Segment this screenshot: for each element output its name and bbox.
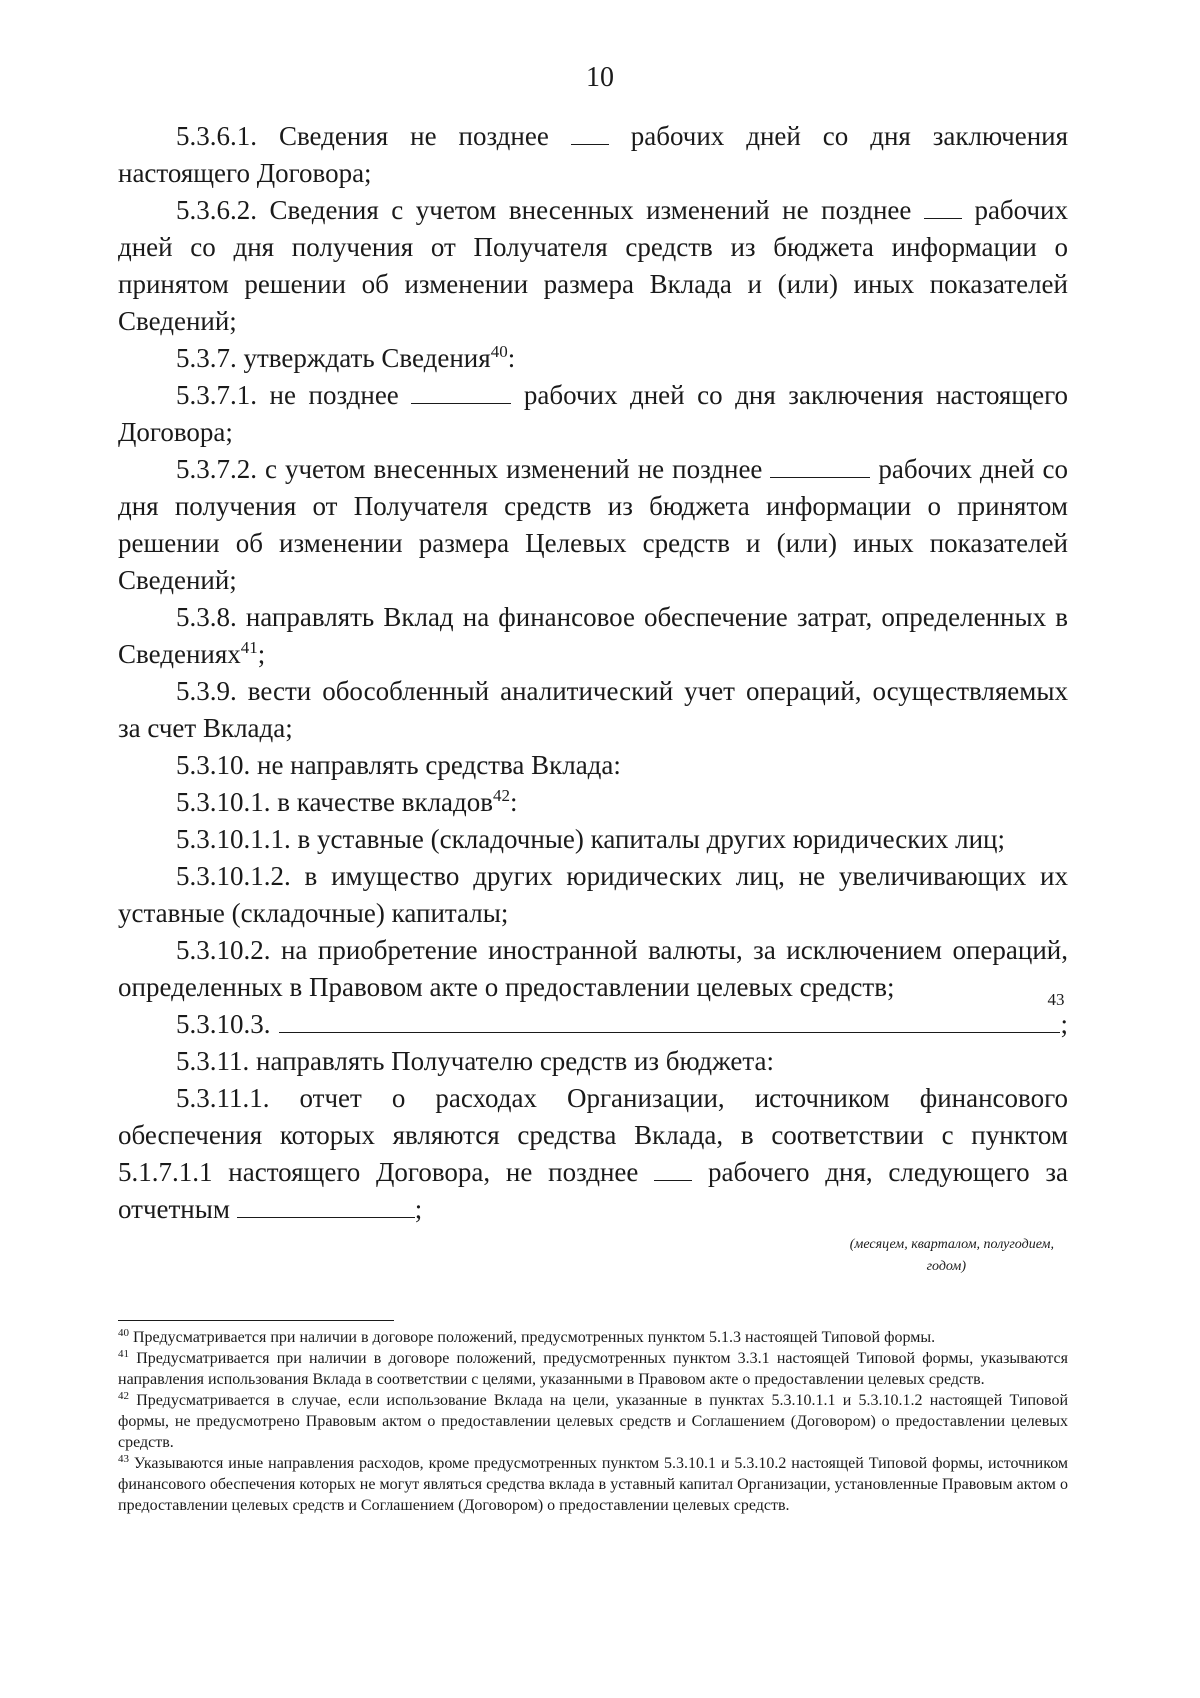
blank-field[interactable] <box>571 122 609 145</box>
footnote-number: 43 <box>118 1453 129 1465</box>
clause-5-3-6-2 <box>118 192 1068 340</box>
blank-field[interactable]: 43 <box>279 1008 1061 1033</box>
clause-text: 5.3.7.2. с учетом внесенных изменений не позднее <box>176 454 763 484</box>
blank-field[interactable] <box>654 1158 692 1181</box>
page-number: 10 <box>586 62 614 93</box>
clause-5-3-9 <box>118 673 1068 747</box>
clause-text: 5.3.6.2. Сведения с учетом внесенных изменений не позднее <box>176 195 912 225</box>
period-hint <box>118 1234 1068 1278</box>
clause-text: 5.3.10. не направлять средства Вклада: <box>176 750 621 780</box>
hint-text: годом) <box>926 1259 966 1274</box>
clause-5-3-11 <box>118 1043 1068 1080</box>
clause-5-3-7-1 <box>118 377 1068 451</box>
footnote-number: 40 <box>118 1327 129 1339</box>
footnote <box>118 1348 1068 1390</box>
clause-text: рабочих дней со дня получения от Получателя средств из бюджета информации о принятом решении об изменении размера Целевых средств и (или) иных показателей Сведений; <box>118 454 1069 595</box>
blank-field[interactable] <box>770 455 870 478</box>
clause-text: 5.3.10.1. в качестве вкладов <box>176 787 494 817</box>
clause-5-3-10 <box>118 747 1068 784</box>
clause-text: 5.3.6.1. Сведения не позднее <box>176 121 549 151</box>
clause-text: рабочих дней со дня заключения настоящего Договора; <box>118 380 1069 447</box>
clause-text: 5.3.7.1. не позднее <box>176 380 399 410</box>
footnote <box>118 1327 1068 1348</box>
clause-5-3-10-3 <box>118 990 1068 1043</box>
clause-text: 5.3.10.2. на приобретение иностранной валюты, за исключением операций, определенных в Правовом акте о предоставлении целевых средств; <box>118 935 1068 1002</box>
footnote <box>118 1390 1068 1453</box>
clause-text: 5.3.10.1.2. в имущество других юридических лиц, не увеличивающих их уставные (складочные) капиталы; <box>118 861 1068 928</box>
clause-text: ; <box>414 1194 423 1224</box>
clause-text: ; <box>257 639 266 669</box>
footnote-ref[interactable]: 40 <box>490 342 508 361</box>
clause-5-3-11-1 <box>118 1080 1068 1228</box>
footnote-text: Предусматривается в случае, если использование Вклада на цели, указанные в пунктах 5.3.10.1.1 и 5.3.10.1.2 настоящей Типовой формы, не предусмотрено Правовым актом о предоставлении целевых средств и Соглашением (Договором) о предоставлении целевых средств. <box>118 1392 1069 1451</box>
blank-field[interactable] <box>411 381 511 404</box>
clause-text: : <box>510 787 518 817</box>
clause-5-3-10-1 <box>118 784 1068 821</box>
footnote-ref[interactable]: 42 <box>493 786 511 805</box>
blank-field[interactable] <box>237 1195 415 1218</box>
footnote-text: Предусматривается при наличии в договоре положений, предусмотренных пунктом 5.1.3 настоящей Типовой формы. <box>133 1329 936 1346</box>
footnote-text: Указываются иные направления расходов, кроме предусмотренных пунктом 5.3.10.1 и 5.3.10.2 настоящей Типовой формы, источником финансового обеспечения которых не могут являться средства вклада в уставный капитал Организации, установленные Правовым актом о предоставлении целевых средств и Соглашением (Договором) о предоставлении целевых средств. <box>118 1455 1069 1514</box>
clause-text: ; <box>1060 1009 1068 1039</box>
clause-text: рабочих дней со дня заключения настоящего Договора; <box>118 121 1069 188</box>
clause-text: рабочего дня, следующего за отчетным <box>118 1157 1069 1224</box>
clause-5-3-10-1-1 <box>118 821 1068 858</box>
clause-5-3-10-1-2 <box>118 858 1068 932</box>
blank-field[interactable] <box>924 196 962 219</box>
clause-text: 5.3.8. направлять Вклад на финансовое обеспечение затрат, определенных в Сведениях <box>118 602 1068 669</box>
clause-text: 5.3.11. направлять Получателю средств из бюджета: <box>176 1046 774 1076</box>
document-body <box>118 118 1068 1278</box>
clause-text: 5.3.10.1.1. в уставные (складочные) капиталы других юридических лиц; <box>176 824 1005 854</box>
clause-text: 5.3.7. утверждать Сведения <box>176 343 491 373</box>
clause-5-3-7 <box>118 340 1068 377</box>
clause-text: : <box>507 343 516 373</box>
clause-text: 5.3.10.3. <box>176 1009 271 1039</box>
footnote-ref[interactable]: 41 <box>240 638 258 657</box>
footnote <box>118 1453 1068 1516</box>
clause-5-3-7-2 <box>118 451 1068 599</box>
clause-5-3-8 <box>118 599 1068 673</box>
footnote-number: 42 <box>118 1390 129 1402</box>
clause-text: рабочих дней со дня получения от Получателя средств из бюджета информации о принятом решении об изменении размера Вклада и (или) иных показателей Сведений; <box>118 195 1068 336</box>
hint-text: (месяцем, кварталом, полугодием, <box>849 1237 1054 1252</box>
footnotes <box>118 1327 1068 1516</box>
clause-text: 5.3.11.1. отчет о расходах Организации, источником финансового обеспечения которых являются средства Вклада, в соответствии с пунктом 5.1.7.1.1 настоящего Договора, не позднее <box>118 1083 1068 1187</box>
footnote-separator <box>118 1320 394 1321</box>
clause-5-3-6-1 <box>118 118 1068 192</box>
clause-text: 5.3.9. вести обособленный аналитический учет операций, осуществляемых за счет Вклада; <box>118 676 1068 743</box>
clause-5-3-10-2 <box>118 932 1068 1006</box>
footnote-text: Предусматривается при наличии в договоре положений, предусмотренных пунктом 3.3.1 настоящей Типовой формы, указываются направления использования Вклада в соответствии с целями, указанными в Правовом акте о предоставлении целевых средств. <box>118 1350 1069 1388</box>
footnote-number: 41 <box>118 1348 129 1360</box>
